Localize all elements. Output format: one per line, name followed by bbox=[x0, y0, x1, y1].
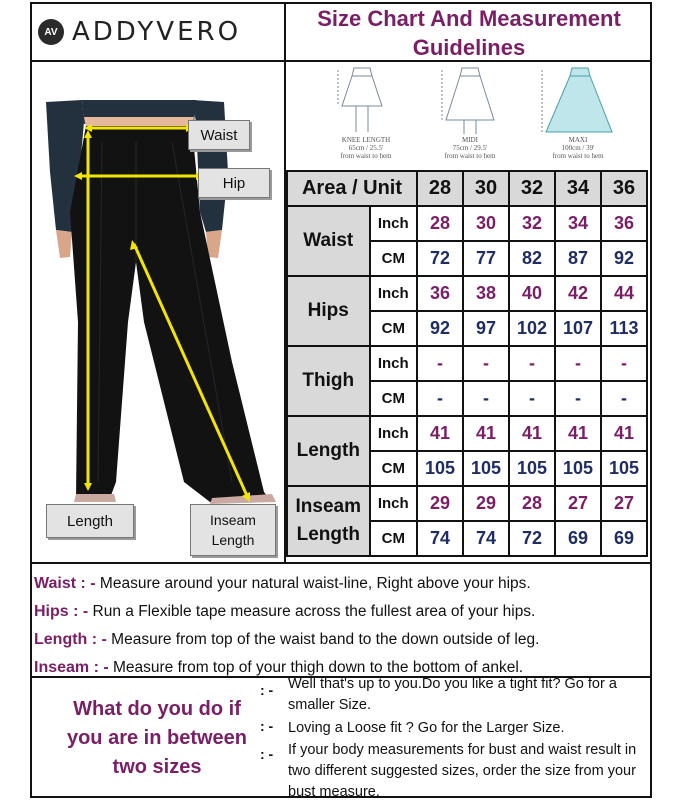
table-cell: 77 bbox=[464, 242, 508, 275]
length-sketches bbox=[286, 62, 652, 170]
table-cell: 97 bbox=[464, 312, 508, 345]
table-cell: - bbox=[418, 347, 462, 380]
table-cell: 29 bbox=[418, 487, 462, 520]
table-row bbox=[288, 417, 646, 450]
definition-text: Measure around your natural waist-line, Right above your hips. bbox=[95, 575, 531, 592]
length-tag: Length bbox=[46, 504, 134, 538]
definition-text: Run a Flexible tape measure across the fullest area of your hips. bbox=[88, 603, 536, 620]
sketch-measure-knee: 65cm / 25.5' bbox=[348, 144, 384, 152]
definition-text: Measure from top of the waist band to the down outside of leg. bbox=[106, 631, 540, 648]
area-label: Waist bbox=[288, 207, 369, 275]
unit-label: CM bbox=[371, 452, 416, 485]
tip-text: If your body measurements for bust and waist result in two different suggested sizes, order the size from your bust measure. bbox=[288, 742, 637, 800]
size-table bbox=[286, 170, 648, 557]
area-label: Hips bbox=[288, 277, 369, 345]
table-cell: 36 bbox=[418, 277, 462, 310]
definition-key: Inseam : - bbox=[34, 659, 109, 676]
table-cell: 34 bbox=[556, 207, 600, 240]
size-chart bbox=[30, 2, 652, 798]
definition-text: Measure from top of your thigh down to the bottom of ankel. bbox=[108, 659, 524, 676]
table-cell: 72 bbox=[418, 242, 462, 275]
table-cell: 28 bbox=[418, 207, 462, 240]
table-header-row bbox=[288, 172, 646, 205]
table-cell: 29 bbox=[464, 487, 508, 520]
table-cell: 41 bbox=[418, 417, 462, 450]
table-cell: - bbox=[464, 347, 508, 380]
sketch-note-midi: from waist to hem bbox=[444, 152, 496, 160]
table-cell: 87 bbox=[556, 242, 600, 275]
unit-label: Inch bbox=[371, 417, 416, 450]
table-cell: 105 bbox=[510, 452, 554, 485]
tips-list bbox=[260, 678, 650, 798]
table-cell: 27 bbox=[602, 487, 646, 520]
table-cell: 27 bbox=[556, 487, 600, 520]
table-cell: - bbox=[510, 382, 554, 415]
table-cell: 92 bbox=[418, 312, 462, 345]
tip-item bbox=[260, 740, 648, 800]
table-row bbox=[288, 487, 646, 520]
hip-tag: Hip bbox=[198, 168, 270, 198]
definition-hips bbox=[34, 598, 650, 626]
tip-item bbox=[260, 718, 648, 739]
definition-waist bbox=[34, 570, 650, 598]
size-header: 30 bbox=[464, 172, 508, 205]
table-cell: 107 bbox=[556, 312, 600, 345]
tip-bullet: : - bbox=[260, 682, 274, 698]
unit-label: CM bbox=[371, 312, 416, 345]
table-cell: - bbox=[602, 382, 646, 415]
brand-name: ADDYVERO bbox=[72, 17, 242, 47]
unit-label: CM bbox=[371, 242, 416, 275]
table-cell: 69 bbox=[602, 522, 646, 555]
table-cell: - bbox=[510, 347, 554, 380]
table-cell: - bbox=[418, 382, 462, 415]
size-header: 32 bbox=[510, 172, 554, 205]
sketch-note-maxi: from waist to hem bbox=[552, 152, 604, 160]
logo-icon: AV bbox=[38, 19, 64, 45]
table-cell: 32 bbox=[510, 207, 554, 240]
page-title-text: Size Chart And Measurement Guidelines bbox=[317, 6, 621, 60]
page-title bbox=[286, 4, 652, 62]
table-cell: 36 bbox=[602, 207, 646, 240]
definition-key: Waist : - bbox=[34, 575, 96, 592]
table-cell: 44 bbox=[602, 277, 646, 310]
sketch-caption-midi bbox=[430, 136, 510, 160]
table-cell: 82 bbox=[510, 242, 554, 275]
area-label: Thigh bbox=[288, 347, 369, 415]
definition-length bbox=[34, 626, 650, 654]
sketch-name-knee: KNEE LENGTH bbox=[341, 136, 391, 144]
unit-label: CM bbox=[371, 382, 416, 415]
definition-key: Length : - bbox=[34, 631, 107, 648]
tips-heading bbox=[32, 678, 282, 798]
table-cell: 40 bbox=[510, 277, 554, 310]
sketch-name-maxi: MAXI bbox=[568, 136, 588, 144]
unit-label: Inch bbox=[371, 487, 416, 520]
table-cell: - bbox=[556, 382, 600, 415]
sketch-measure-maxi: 100cm / 39' bbox=[561, 144, 595, 152]
table-cell: 38 bbox=[464, 277, 508, 310]
table-cell: 105 bbox=[602, 452, 646, 485]
table-header-area-unit: Area / Unit bbox=[288, 172, 416, 205]
table-cell: 92 bbox=[602, 242, 646, 275]
unit-label: CM bbox=[371, 522, 416, 555]
table-cell: 41 bbox=[510, 417, 554, 450]
brand-logo bbox=[32, 4, 286, 62]
table-cell: 102 bbox=[510, 312, 554, 345]
tip-text: Well that's up to you.Do you like a tight fit? Go for a smaller Size. bbox=[288, 676, 617, 713]
tip-bullet: : - bbox=[260, 718, 274, 734]
measurement-guidelines bbox=[32, 562, 652, 678]
table-cell: - bbox=[602, 347, 646, 380]
table-row bbox=[288, 347, 646, 380]
unit-label: Inch bbox=[371, 347, 416, 380]
definition-key: Hips : - bbox=[34, 603, 89, 620]
table-cell: 41 bbox=[602, 417, 646, 450]
table-cell: 105 bbox=[418, 452, 462, 485]
tips-heading-text: What do you do if you are in between two sizes bbox=[66, 697, 248, 778]
sketch-caption-maxi bbox=[538, 136, 618, 160]
table-cell: - bbox=[464, 382, 508, 415]
sketch-caption-knee bbox=[326, 136, 406, 160]
table-cell: 41 bbox=[556, 417, 600, 450]
table-row bbox=[288, 277, 646, 310]
table-cell: - bbox=[556, 347, 600, 380]
inseam-tag: Inseam Length bbox=[190, 504, 276, 556]
tip-text: Loving a Loose fit ? Go for the Larger Size. bbox=[288, 720, 565, 736]
area-label: Length bbox=[288, 417, 369, 485]
table-cell: 74 bbox=[464, 522, 508, 555]
sketch-note-knee: from waist to hem bbox=[340, 152, 392, 160]
tip-item bbox=[260, 674, 648, 716]
table-cell: 74 bbox=[418, 522, 462, 555]
table-row bbox=[288, 207, 646, 240]
table-cell: 30 bbox=[464, 207, 508, 240]
table-cell: 69 bbox=[556, 522, 600, 555]
table-cell: 105 bbox=[556, 452, 600, 485]
size-header: 28 bbox=[418, 172, 462, 205]
unit-label: Inch bbox=[371, 207, 416, 240]
waist-tag: Waist bbox=[188, 120, 250, 150]
size-header: 36 bbox=[602, 172, 646, 205]
sketch-measure-midi: 75cm / 29.5' bbox=[452, 144, 488, 152]
table-cell: 72 bbox=[510, 522, 554, 555]
sketch-name-midi: MIDI bbox=[462, 136, 478, 144]
area-label: Inseam Length bbox=[288, 487, 369, 555]
table-cell: 28 bbox=[510, 487, 554, 520]
table-cell: 41 bbox=[464, 417, 508, 450]
table-cell: 105 bbox=[464, 452, 508, 485]
size-header: 34 bbox=[556, 172, 600, 205]
tip-bullet: : - bbox=[260, 746, 274, 762]
model-photo bbox=[32, 62, 286, 562]
unit-label: Inch bbox=[371, 277, 416, 310]
table-cell: 113 bbox=[602, 312, 646, 345]
table-cell: 42 bbox=[556, 277, 600, 310]
